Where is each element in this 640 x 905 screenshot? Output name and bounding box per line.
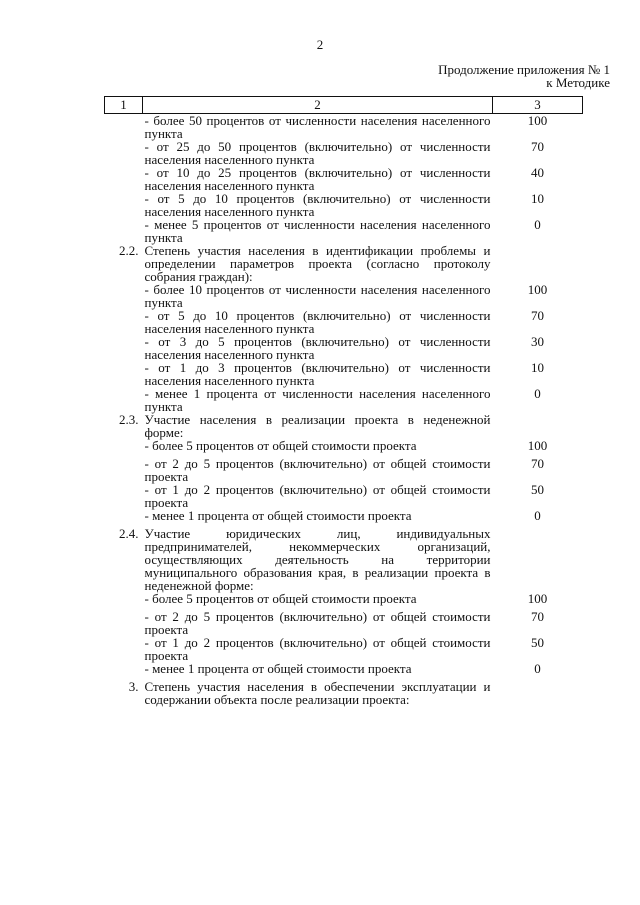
row-criterion: - от 1 до 2 процентов (включительно) от общей стоимости проекта [144,635,491,663]
row-number [105,662,143,680]
row-criterion: - от 2 до 5 процентов (включительно) от общей стоимости проекта [144,609,491,637]
row-number [105,509,143,527]
table-row [105,509,583,527]
row-points: 40 [531,165,544,180]
row-points: 70 [531,456,544,471]
table-row [105,483,583,509]
row-criterion: - от 1 до 2 процентов (включительно) от общей стоимости проекта [144,482,491,510]
row-points: 0 [534,661,541,676]
table-row [105,439,583,457]
table-row [105,592,583,610]
row-points: 10 [531,191,544,206]
row-criterion: - более 5 процентов от общей стоимости проекта [144,591,417,606]
table-row [105,218,583,244]
row-criterion: - от 5 до 10 процентов (включительно) от численности населения населенного пункта [144,191,491,219]
row-criterion: Степень участия населения в обеспечении эксплуатации и содержании объекта после реализации проекта: [144,679,491,707]
row-criterion: - менее 1 процента от общей стоимости проекта [144,508,412,523]
row-criterion: - более 50 процентов от численности населения населенного пункта [144,113,491,141]
table-row [105,662,583,680]
row-number: 2.4. [119,526,139,541]
row-number: 2.3. [119,412,139,427]
row-points: 0 [534,217,541,232]
criteria-table [104,96,583,706]
table-row [105,244,583,283]
row-criterion: Степень участия населения в идентификации проблемы и определении параметров проекта (согласно протоколу собрания граждан): [144,243,491,284]
row-number [105,166,143,192]
row-points: 0 [534,508,541,523]
table-row [105,114,583,141]
row-points: 70 [531,609,544,624]
row-points: 50 [531,635,544,650]
row-points: 70 [531,139,544,154]
row-points: 30 [531,334,544,349]
row-criterion: Участие населения в реализации проекта в неденежной форме: [144,412,491,440]
row-number [105,218,143,244]
row-number: 2.2. [119,243,139,258]
row-points [493,527,583,592]
row-number [105,387,143,413]
row-points: 50 [531,482,544,497]
appendix-note-line1: Продолжение приложения № 1 [438,62,610,77]
table-row [105,309,583,335]
row-points: 0 [534,386,541,401]
table-row [105,335,583,361]
row-number [105,483,143,509]
row-number [105,335,143,361]
row-criterion: - менее 1 процента от численности населения населенного пункта [144,386,491,414]
column-header-2: 2 [143,97,493,114]
row-number [105,592,143,610]
row-number [105,114,143,141]
row-criterion: Участие юридических лиц, индивидуальных предпринимателей, некоммерческих организаций, осуществляющих деятельность на территории муниципального образования края, в реализации проекта в неденежной форме: [144,526,491,593]
row-criterion: - более 5 процентов от общей стоимости проекта [144,438,417,453]
table-header-row [105,97,583,114]
appendix-note [438,63,610,89]
row-points: 100 [527,282,548,297]
row-criterion: - менее 1 процента от общей стоимости проекта [144,661,412,676]
row-number: 3. [128,679,139,694]
row-number [105,636,143,662]
row-points: 100 [527,591,548,606]
row-points: 100 [527,113,548,128]
table-row [105,140,583,166]
table-row [105,457,583,483]
table-row [105,166,583,192]
row-criterion: - менее 5 процентов от численности населения населенного пункта [144,217,491,245]
row-points [493,413,583,439]
row-criterion: - от 25 до 50 процентов (включительно) от численности населения населенного пункта [144,139,491,167]
row-points: 100 [527,438,548,453]
row-criterion: - от 10 до 25 процентов (включительно) от численности населения населенного пункта [144,165,491,193]
row-points: 10 [531,360,544,375]
table-row [105,192,583,218]
appendix-note-line2: к Методике [546,75,610,90]
table-row [105,610,583,636]
table-row [105,413,583,439]
table-body [105,114,583,707]
table-header [105,97,583,114]
row-number [105,361,143,387]
table-row [105,527,583,592]
row-number [105,140,143,166]
row-criterion: - от 3 до 5 процентов (включительно) от численности населения населенного пункта [144,334,491,362]
row-points [493,244,583,283]
row-points: 70 [531,308,544,323]
row-number [105,457,143,483]
row-criterion: - от 2 до 5 процентов (включительно) от общей стоимости проекта [144,456,491,484]
table-row [105,680,583,706]
row-criterion: - от 5 до 10 процентов (включительно) от численности населения населенного пункта [144,308,491,336]
table-row [105,361,583,387]
table-row [105,283,583,309]
row-number [105,309,143,335]
column-header-1: 1 [105,97,143,114]
row-criterion: - от 1 до 3 процентов (включительно) от численности населения населенного пункта [144,360,491,388]
row-number [105,283,143,309]
row-number [105,610,143,636]
table-row [105,387,583,413]
row-points [493,680,583,706]
table-row [105,636,583,662]
row-number [105,192,143,218]
row-number [105,439,143,457]
row-criterion: - более 10 процентов от численности населения населенного пункта [144,282,491,310]
column-header-3: 3 [493,97,583,114]
page-number: 2 [316,37,324,52]
